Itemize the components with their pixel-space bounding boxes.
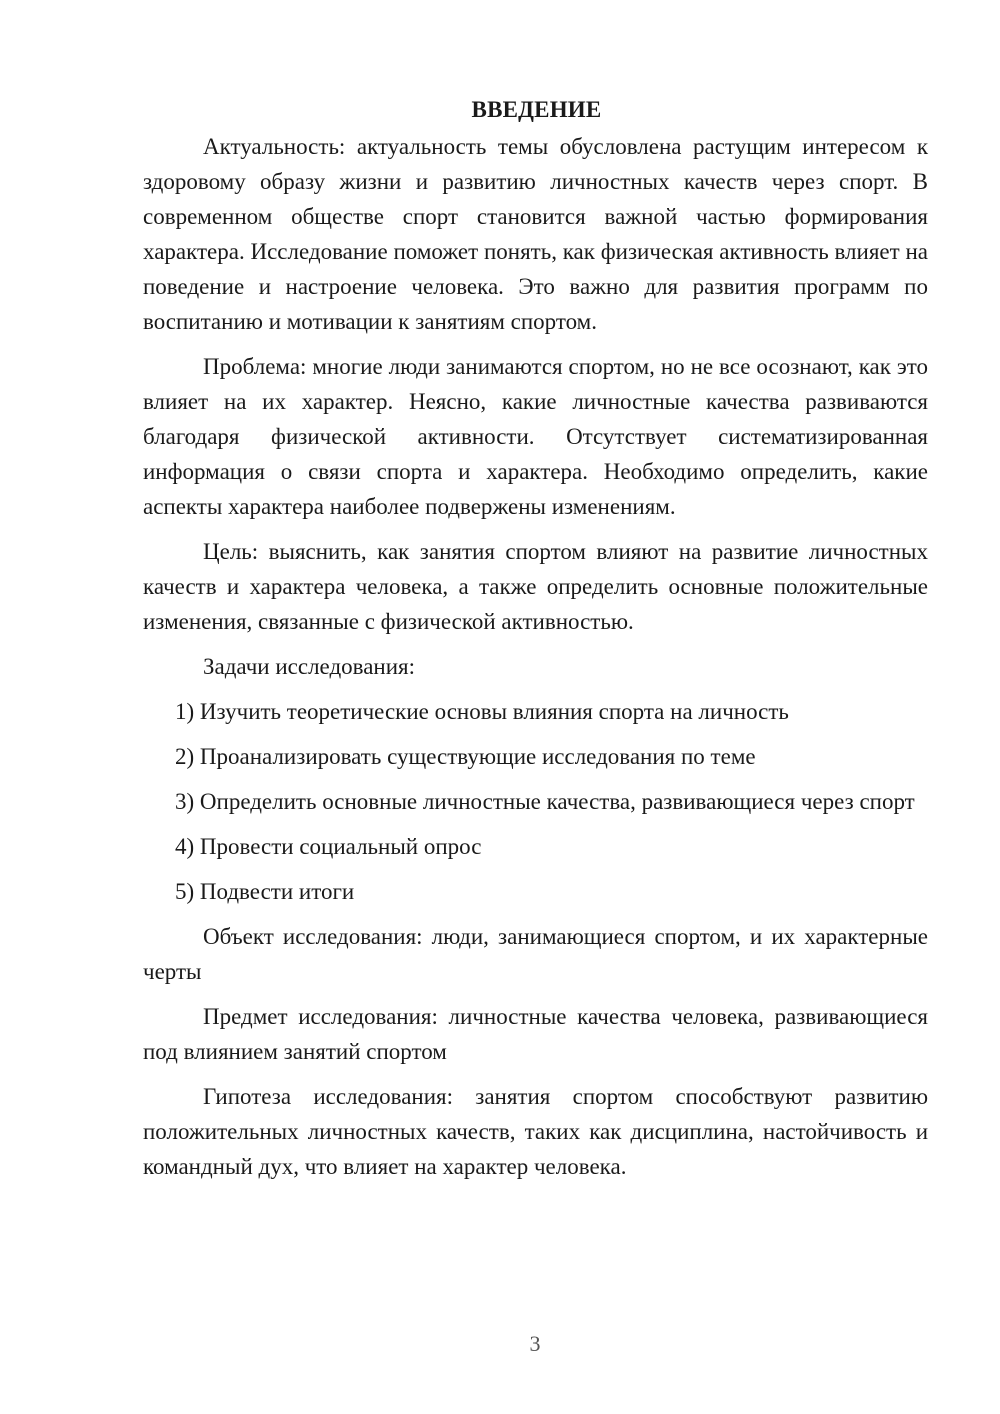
task-item: 1) Изучить теоретические основы влияния спорта на личность xyxy=(175,699,789,724)
tasks-list xyxy=(143,694,928,909)
subject-paragraph: Предмет исследования: личностные качества человека, развивающиеся под влиянием занятий спортом xyxy=(143,1004,928,1064)
object-paragraph: Объект исследования: люди, занимающиеся спортом, и их характерные черты xyxy=(143,924,928,984)
hypothesis-paragraph: Гипотеза исследования: занятия спортом способствуют развитию положительных личностных качеств, таких как дисциплина, настойчивость и командный дух, что влияет на характер человека. xyxy=(143,1084,928,1179)
task-item: 5) Подвести итоги xyxy=(175,879,355,904)
page-number: 3 xyxy=(529,1331,541,1356)
tasks-heading: Задачи исследования: xyxy=(203,654,416,679)
task-item: 3) Определить основные личностные качества, развивающиеся через спорт xyxy=(175,789,915,814)
page-content xyxy=(143,92,928,1194)
task-item: 4) Провести социальный опрос xyxy=(175,834,482,859)
relevance-paragraph: Актуальность: актуальность темы обусловлена растущим интересом к здоровому образу жизни и развитию личностных качеств через спорт. В современном обществе спорт становится важной частью формирования характера. Исследование поможет понять, как физическая активность влияет на поведение и настроение человека. Это важно для развития программ по воспитанию и мотивации к занятиям спортом. xyxy=(143,134,928,334)
task-item: 2) Проанализировать существующие исследования по теме xyxy=(175,744,756,769)
section-title: ВВЕДЕНИЕ xyxy=(471,97,602,122)
problem-paragraph: Проблема: многие люди занимаются спортом, но не все осознают, как это влияет на их характер. Неясно, какие личностные качества развиваются благодаря физической активности. Отсутствует систематизированная информация о связи спорта и характера. Необходимо определить, какие аспекты характера наиболее подвержены изменениям. xyxy=(143,354,928,519)
goal-paragraph: Цель: выяснить, как занятия спортом влияют на развитие личностных качеств и характера человека, а также определить основные положительные изменения, связанные с физической активностью. xyxy=(143,539,928,634)
